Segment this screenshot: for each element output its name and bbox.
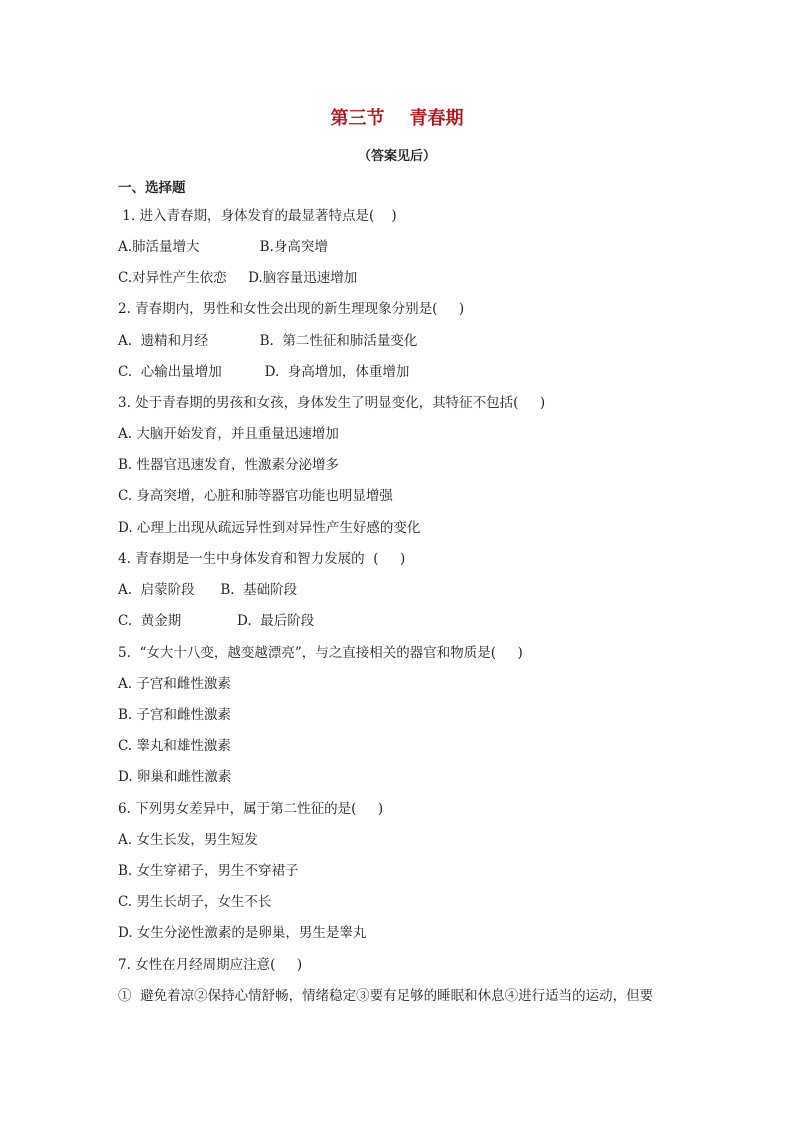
section-heading: 一、选择题 xyxy=(118,180,186,196)
q4-options-ab: A. 启蒙阶段 B. 基础阶段 xyxy=(118,582,298,598)
answer-note: （答案见后） xyxy=(357,149,436,164)
q3-option-d: D. 心理上出现从疏远异性到对异性产生好感的变化 xyxy=(118,520,421,536)
q2-options-ab: A. 遗精和月经 B. 第二性征和肺活量变化 xyxy=(118,333,418,349)
page-title: 第三节 青春期 xyxy=(330,108,464,129)
question-4: 4. 青春期是一生中身体发育和智力发展的 ( ) xyxy=(118,551,406,567)
q6-option-b: B. 女生穿裙子，男生不穿裙子 xyxy=(118,863,299,879)
q5-option-a: A. 子宫和雌性激素 xyxy=(118,676,231,692)
q3-option-c: C. 身高突增，心脏和肺等器官功能也明显增强 xyxy=(118,488,393,504)
q2-options-cd: C. 心输出量增加 D. 身高增加，体重增加 xyxy=(118,364,410,380)
q5-option-d: D. 卵巢和雌性激素 xyxy=(118,769,232,785)
q3-option-a: A. 大脑开始发育，并且重量迅速增加 xyxy=(118,426,339,442)
q1-options-ab: A.肺活量增大 B.身高突增 xyxy=(118,239,328,255)
q5-option-c: C. 睾丸和雄性激素 xyxy=(118,738,231,754)
q6-option-d: D. 女生分泌性激素的是卵巢，男生是睾丸 xyxy=(118,925,367,941)
question-2: 2. 青春期内，男性和女性会出现的新生理现象分别是( ) xyxy=(118,301,465,317)
question-7: 7. 女性在月经周期应注意( ) xyxy=(118,957,303,973)
question-5: 5. “女大十八变，越变越漂亮”，与之直接相关的器官和物质是( ) xyxy=(118,645,523,661)
q5-option-b: B. 子宫和雌性激素 xyxy=(118,707,232,723)
q7-statements: ① 避免着凉②保持心情舒畅，情绪稳定③要有足够的睡眠和休息④进行适当的运动，但要 xyxy=(118,988,654,1004)
q6-option-a: A. 女生长发，男生短发 xyxy=(118,832,258,848)
question-3: 3. 处于青春期的男孩和女孩，身体发生了明显变化，其特征不包括( ) xyxy=(118,395,546,411)
q1-options-cd: C.对异性产生依恋 D.脑容量迅速增加 xyxy=(118,270,358,286)
q3-option-b: B. 性器官迅速发育，性激素分泌增多 xyxy=(118,457,340,473)
question-1: 1. 进入青春期，身体发育的最显著特点是( ) xyxy=(118,208,397,224)
question-6: 6. 下列男女差异中，属于第二性征的是( ) xyxy=(118,801,384,817)
q6-option-c: C. 男生长胡子，女生不长 xyxy=(118,894,272,910)
q4-options-cd: C. 黄金期 D. 最后阶段 xyxy=(118,613,315,629)
